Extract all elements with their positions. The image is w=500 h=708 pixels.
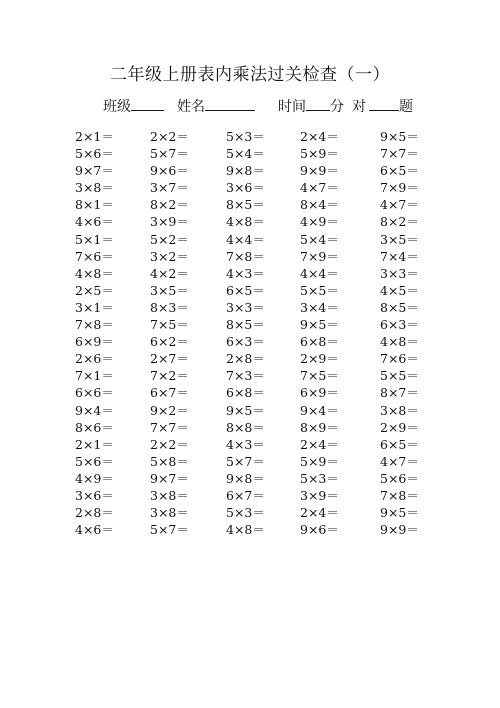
problem-cell: 2×8＝: [75, 505, 114, 521]
problem-row: [0, 248, 500, 265]
problem-cell: 8×2＝: [150, 197, 189, 213]
problem-cell: 6×8＝: [226, 385, 265, 401]
problem-cell: 3×5＝: [150, 282, 189, 298]
problem-row: [0, 145, 500, 162]
problem-cell: 7×1＝: [75, 368, 114, 384]
problem-cell: 9×5＝: [380, 505, 419, 521]
problem-cell: 9×5＝: [226, 402, 265, 418]
class-field: [103, 96, 164, 116]
problem-row: [0, 487, 500, 504]
problem-grid: [0, 128, 500, 538]
problem-cell: 4×5＝: [380, 282, 419, 298]
problem-cell: 2×7＝: [150, 351, 189, 367]
problem-cell: 2×1＝: [75, 129, 114, 144]
problem-cell: 9×9＝: [380, 522, 419, 538]
name-label: 姓名: [177, 99, 205, 115]
problem-cell: 7×2＝: [150, 368, 189, 384]
problem-cell: 8×7＝: [380, 385, 419, 401]
problem-cell: 5×5＝: [380, 368, 419, 384]
problem-cell: 4×7＝: [380, 453, 419, 469]
problem-cell: 6×8＝: [300, 334, 339, 350]
time-field: [278, 96, 344, 116]
problem-row: [0, 179, 500, 196]
problem-cell: 5×7＝: [150, 522, 189, 538]
problem-cell: 2×4＝: [300, 505, 339, 521]
problem-cell: 2×6＝: [75, 351, 114, 367]
problem-cell: 6×3＝: [380, 317, 419, 333]
correct-label: 对: [352, 99, 366, 115]
problem-cell: 7×7＝: [380, 146, 419, 162]
problem-cell: 4×4＝: [300, 265, 339, 281]
problem-cell: 3×3＝: [226, 299, 265, 315]
problem-cell: 3×7＝: [150, 180, 189, 196]
problem-cell: 7×8＝: [75, 317, 114, 333]
problem-cell: 9×8＝: [226, 163, 265, 179]
problem-cell: 3×9＝: [300, 487, 339, 503]
time-label: 时间: [278, 99, 306, 115]
problem-cell: 2×8＝: [226, 351, 265, 367]
problem-cell: 5×4＝: [226, 146, 265, 162]
problem-cell: 6×2＝: [150, 334, 189, 350]
problem-row: [0, 316, 500, 333]
problem-cell: 4×9＝: [300, 214, 339, 230]
problem-cell: 2×9＝: [380, 419, 419, 435]
correct-field: [352, 96, 413, 116]
problem-cell: 7×8＝: [380, 487, 419, 503]
problem-cell: 3×8＝: [150, 505, 189, 521]
problem-cell: 9×2＝: [150, 402, 189, 418]
problem-row: [0, 367, 500, 384]
problem-row: [0, 453, 500, 470]
problem-cell: 5×7＝: [150, 146, 189, 162]
problem-cell: 8×2＝: [380, 214, 419, 230]
problem-cell: 4×8＝: [226, 522, 265, 538]
problem-row: [0, 384, 500, 401]
problem-cell: 7×9＝: [300, 248, 339, 264]
problem-cell: 9×6＝: [300, 522, 339, 538]
problem-cell: 8×6＝: [75, 419, 114, 435]
problem-cell: 7×6＝: [380, 351, 419, 367]
problem-cell: 4×3＝: [226, 265, 265, 281]
problem-cell: 2×2＝: [150, 129, 189, 144]
problem-cell: 8×5＝: [226, 317, 265, 333]
problem-cell: 5×3＝: [226, 505, 265, 521]
problem-cell: 2×2＝: [150, 436, 189, 452]
problem-cell: 3×4＝: [300, 299, 339, 315]
problem-cell: 4×8＝: [75, 265, 114, 281]
problem-row: [0, 282, 500, 299]
problem-cell: 5×9＝: [300, 453, 339, 469]
problem-cell: 9×4＝: [75, 402, 114, 418]
problem-cell: 4×8＝: [380, 334, 419, 350]
problem-cell: 9×5＝: [380, 129, 419, 144]
problem-cell: 7×6＝: [75, 248, 114, 264]
problem-cell: 4×2＝: [150, 265, 189, 281]
problem-cell: 3×8＝: [380, 402, 419, 418]
problem-cell: 5×4＝: [300, 231, 339, 247]
problem-cell: 9×7＝: [150, 470, 189, 486]
problem-cell: 8×8＝: [226, 419, 265, 435]
name-blank[interactable]: [205, 96, 255, 111]
problem-cell: 3×5＝: [380, 231, 419, 247]
problem-cell: 9×7＝: [75, 163, 114, 179]
problem-cell: 6×6＝: [75, 385, 114, 401]
problem-cell: 3×8＝: [150, 487, 189, 503]
student-info-row: [0, 96, 500, 116]
problem-row: [0, 196, 500, 213]
problem-cell: 5×6＝: [380, 470, 419, 486]
problem-cell: 3×1＝: [75, 299, 114, 315]
problem-cell: 8×5＝: [380, 299, 419, 315]
problem-cell: 7×5＝: [300, 368, 339, 384]
problem-cell: 3×2＝: [150, 248, 189, 264]
problem-cell: 9×8＝: [226, 470, 265, 486]
problem-cell: 7×8＝: [226, 248, 265, 264]
problem-row: [0, 299, 500, 316]
problem-cell: 6×9＝: [75, 334, 114, 350]
problem-cell: 4×7＝: [300, 180, 339, 196]
problem-cell: 4×9＝: [75, 470, 114, 486]
problem-cell: 2×1＝: [75, 436, 114, 452]
problem-row: [0, 265, 500, 282]
problem-cell: 7×9＝: [380, 180, 419, 196]
problem-cell: 4×6＝: [75, 522, 114, 538]
problem-cell: 5×3＝: [300, 470, 339, 486]
problem-row: [0, 162, 500, 179]
problem-cell: 5×6＝: [75, 146, 114, 162]
problem-cell: 9×5＝: [300, 317, 339, 333]
problem-cell: 5×3＝: [226, 129, 265, 144]
problem-cell: 3×8＝: [75, 180, 114, 196]
problem-cell: 3×6＝: [75, 487, 114, 503]
question-label: 题: [399, 99, 413, 115]
problem-cell: 4×6＝: [75, 214, 114, 230]
problem-cell: 3×9＝: [150, 214, 189, 230]
problem-cell: 6×5＝: [380, 436, 419, 452]
problem-cell: 5×2＝: [150, 231, 189, 247]
problem-cell: 2×5＝: [75, 282, 114, 298]
problem-cell: 8×3＝: [150, 299, 189, 315]
correct-blank[interactable]: [369, 96, 399, 111]
problem-row: [0, 402, 500, 419]
problem-cell: 2×9＝: [300, 351, 339, 367]
problem-cell: 5×6＝: [75, 453, 114, 469]
problem-row: [0, 350, 500, 367]
problem-row: [0, 470, 500, 487]
problem-cell: 8×4＝: [300, 197, 339, 213]
problem-row: [0, 213, 500, 230]
class-label: 班级: [103, 99, 131, 115]
problem-cell: 8×1＝: [75, 197, 114, 213]
problem-cell: 6×9＝: [300, 385, 339, 401]
problem-cell: 3×3＝: [380, 265, 419, 281]
problem-cell: 7×7＝: [150, 419, 189, 435]
problem-cell: 2×4＝: [300, 129, 339, 144]
class-blank[interactable]: [131, 96, 164, 111]
problem-cell: 9×4＝: [300, 402, 339, 418]
problem-row: [0, 333, 500, 350]
problem-cell: 7×5＝: [150, 317, 189, 333]
problem-cell: 6×5＝: [380, 163, 419, 179]
problem-cell: 3×6＝: [226, 180, 265, 196]
problem-cell: 4×4＝: [226, 231, 265, 247]
problem-cell: 9×9＝: [300, 163, 339, 179]
name-field: [177, 96, 255, 116]
problem-cell: 4×3＝: [226, 436, 265, 452]
problem-cell: 8×9＝: [300, 419, 339, 435]
minute-label: 分: [330, 99, 344, 115]
problem-cell: 5×7＝: [226, 453, 265, 469]
problem-cell: 5×1＝: [75, 231, 114, 247]
problem-row: [0, 231, 500, 248]
problem-cell: 2×4＝: [300, 436, 339, 452]
time-blank[interactable]: [306, 96, 330, 111]
problem-cell: 4×8＝: [226, 214, 265, 230]
problem-row: [0, 504, 500, 521]
problem-cell: 7×3＝: [226, 368, 265, 384]
problem-cell: 6×3＝: [226, 334, 265, 350]
problem-row: [0, 521, 500, 538]
problem-cell: 6×7＝: [226, 487, 265, 503]
problem-row: [0, 419, 500, 436]
worksheet-title: 二年级上册表内乘法过关检查（一）: [110, 65, 390, 85]
problem-row: [0, 128, 500, 145]
problem-cell: 5×5＝: [300, 282, 339, 298]
problem-row: [0, 436, 500, 453]
problem-cell: 4×7＝: [380, 197, 419, 213]
problem-cell: 7×4＝: [380, 248, 419, 264]
problem-cell: 6×7＝: [150, 385, 189, 401]
problem-cell: 6×5＝: [226, 282, 265, 298]
problem-cell: 9×6＝: [150, 163, 189, 179]
problem-cell: 5×8＝: [150, 453, 189, 469]
problem-cell: 8×5＝: [226, 197, 265, 213]
problem-cell: 5×9＝: [300, 146, 339, 162]
